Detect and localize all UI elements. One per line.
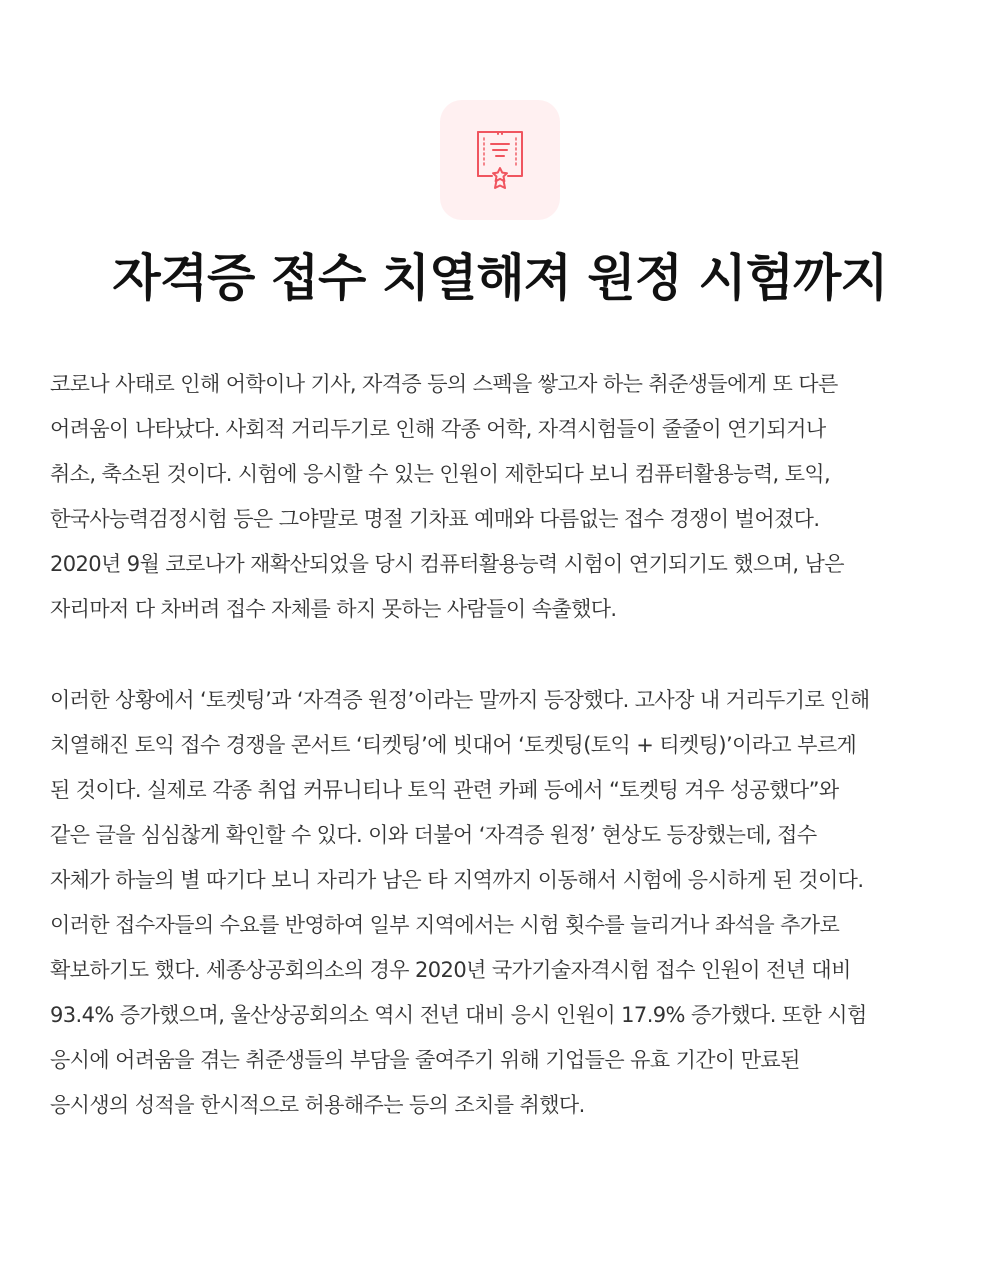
paragraph: 이러한 상황에서 ‘토켓팅’과 ‘자격증 원정’이라는 말까지 등장했다. 고사장 내 거리두기로 인해 치열해진 토익 접수 경쟁을 콘서트 ‘티켓팅’에 빗대어 ‘토켓팅(토익 + 티켓팅)’이라고 부르게 된 것이다. 실제로 각종 취업 커뮤니티나 토익 관련 카페 등에서 “토켓팅 겨우 성공했다”와 같은 글을 심심찮게 확인할 수 있다. 이와 더불어 ‘자격증 원정’ 현상도 등장했는데, 접수 자체가 하늘의 별 따기다 보니 자리가 남은 타 지역까지 이동해서 시험에 응시하게 된 것이다. 이러한 접수자들의 수요를 반영하여 일부 지역에서는 시험 횟수를 늘리거나 좌석을 추가로 확보하기도 했다. 세종상공회의소의 경우 2020년 국가기술자격시험 접수 인원이 전년 대비 93.4% 증가했으며, 울산상공회의소 역시 전년 대비 응시 인원이 17.9% 증가했다. 또한 시험 응시에 어려움을 겪는 취준생들의 부담을 줄여주기 위해 기업들은 유효 기간이 만료된 응시생의 성적을 한시적으로 허용해주는 등의 조치를 취했다. <box>50 688 870 1117</box>
paragraph: 코로나 사태로 인해 어학이나 기사, 자격증 등의 스펙을 쌓고자 하는 취준생들에게 또 다른 어려움이 나타났다. 사회적 거리두기로 인해 각종 어학, 자격시험들이 줄줄이 연기되거나 취소, 축소된 것이다. 시험에 응시할 수 있는 인원이 제한되다 보니 컴퓨터활용능력, 토익, 한국사능력검정시험 등은 그야말로 명절 기차표 예매와 다름없는 접수 경쟁이 벌어졌다. 2020년 9월 코로나가 재확산되었을 당시 컴퓨터활용능력 시험이 연기되기도 했으며, 남은 자리마저 다 차버려 접수 자체를 하지 못하는 사람들이 속출했다. <box>50 372 844 621</box>
article-body <box>50 362 960 1128</box>
article-title: 자격증 접수 치열해져 원정 시험까지 <box>112 249 888 307</box>
certificate-icon <box>472 128 528 192</box>
certificate-icon-badge <box>440 100 560 220</box>
